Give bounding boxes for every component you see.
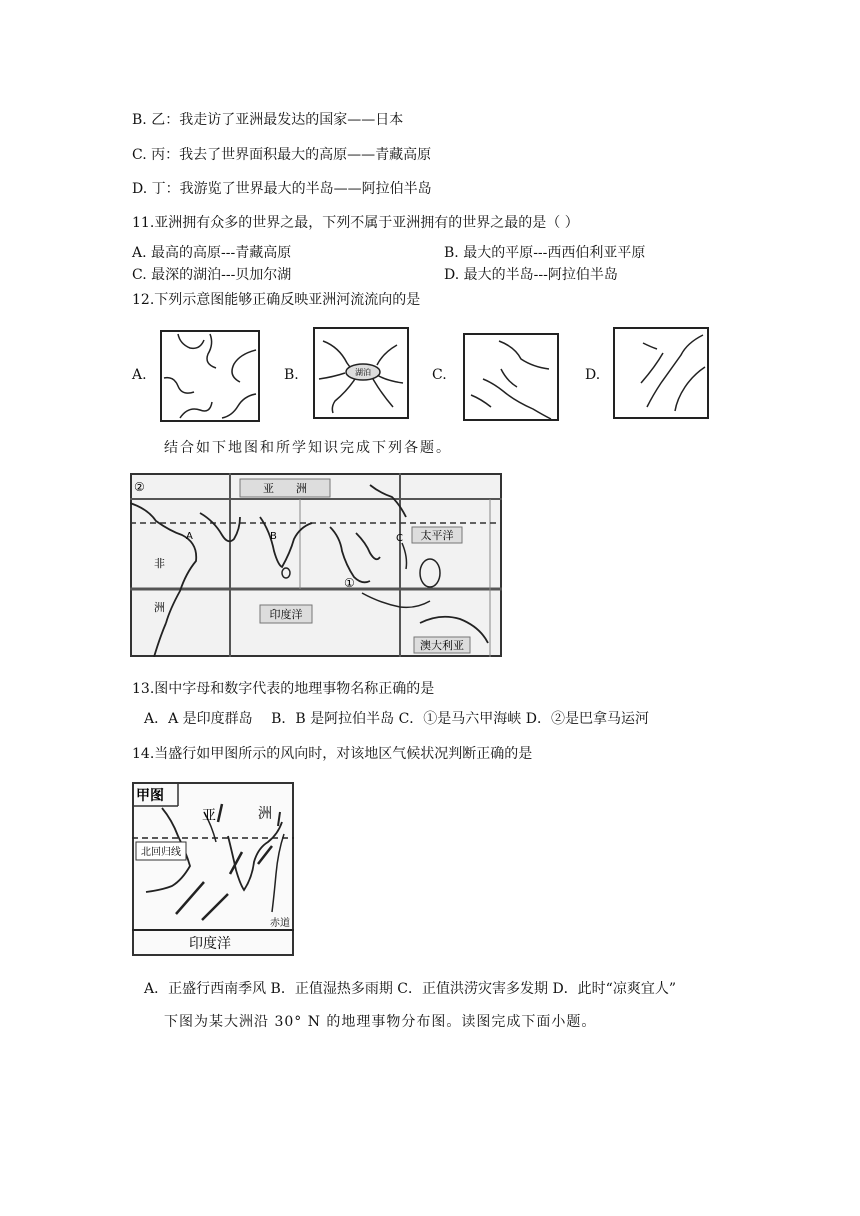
q11-option-c: C. 最深的湖泊---贝加尔湖 xyxy=(132,267,292,283)
map1-label-b: B xyxy=(270,531,277,542)
q13-options: A．A 是印度群岛 B．B 是阿拉伯半岛 C．①是马六甲海峡 D．②是巴拿马运河 xyxy=(144,711,649,727)
map1-label-asia: 亚 洲 xyxy=(263,482,307,495)
map1-label-c: C xyxy=(396,533,403,544)
q11-option-b: B. 最大的平原---西西伯利亚平原 xyxy=(444,245,646,261)
map1-marker-1: ① xyxy=(344,576,355,590)
q10-option-b: B. 乙：我走访了亚洲最发达的国家——日本 xyxy=(132,112,404,128)
q10-option-c: C. 丙：我去了世界面积最大的高原——青藏高原 xyxy=(132,147,432,163)
q12-diagram-b xyxy=(313,327,409,419)
map1-label-indian-ocean: 印度洋 xyxy=(269,608,303,621)
map2-label-ocean: 印度洋 xyxy=(189,936,231,952)
q11-option-d: D. 最大的半岛---阿拉伯半岛 xyxy=(444,267,618,283)
q12-question: 12.下列示意图能够正确反映亚洲河流流向的是 xyxy=(132,292,421,308)
q12-diagram-a xyxy=(160,330,260,422)
q12-lake-label: 湖泊 xyxy=(355,368,371,377)
map2-label-tropic: 北回归线 xyxy=(141,847,181,858)
q14-question: 14.当盛行如甲图所示的风向时，对该地区气候状况判断正确的是 xyxy=(132,746,533,762)
q12-label-c: C. xyxy=(432,367,447,383)
q12-label-b: B. xyxy=(284,367,299,383)
q10-option-d: D. 丁：我游览了世界最大的半岛——阿拉伯半岛 xyxy=(132,181,432,197)
intro-text-1: 结合如下地图和所学知识完成下列各题。 xyxy=(164,440,452,456)
map1-label-pacific: 太平洋 xyxy=(420,529,454,542)
q12-label-d: D. xyxy=(585,367,601,383)
map2-label-asia-1: 亚 xyxy=(202,808,216,824)
map1-marker-2: ② xyxy=(134,480,145,494)
map1-label-africa-2: 洲 xyxy=(154,601,165,614)
q14-options: A．正盛行西南季风 B．正值湿热多雨期 C．正值洪涝灾害多发期 D．此时“凉爽宜人” xyxy=(144,981,676,997)
map1-label-africa-1: 非 xyxy=(154,557,165,570)
q13-question: 13.图中字母和数字代表的地理事物名称正确的是 xyxy=(132,681,435,697)
q11-option-a: A. 最高的高原---青藏高原 xyxy=(132,245,292,261)
q12-label-a: A. xyxy=(132,367,147,383)
map1-label-a: A xyxy=(186,531,193,542)
map2-label-equator: 赤道 xyxy=(270,918,290,929)
q12-diagram-d xyxy=(613,327,709,419)
map2-title: 甲图 xyxy=(136,788,164,804)
q12-diagram-c xyxy=(463,333,559,421)
map1-label-australia: 澳大利亚 xyxy=(420,639,464,652)
map2-label-asia-2: 洲 xyxy=(258,806,272,822)
map-jia xyxy=(132,782,294,956)
intro-text-2: 下图为某大洲沿 30° N 的地理事物分布图。读图完成下面小题。 xyxy=(164,1014,597,1030)
q11-question: 11.亚洲拥有众多的世界之最，下列不属于亚洲拥有的世界之最的是（ ） xyxy=(132,215,579,231)
map-asia-indian-ocean xyxy=(130,473,502,657)
